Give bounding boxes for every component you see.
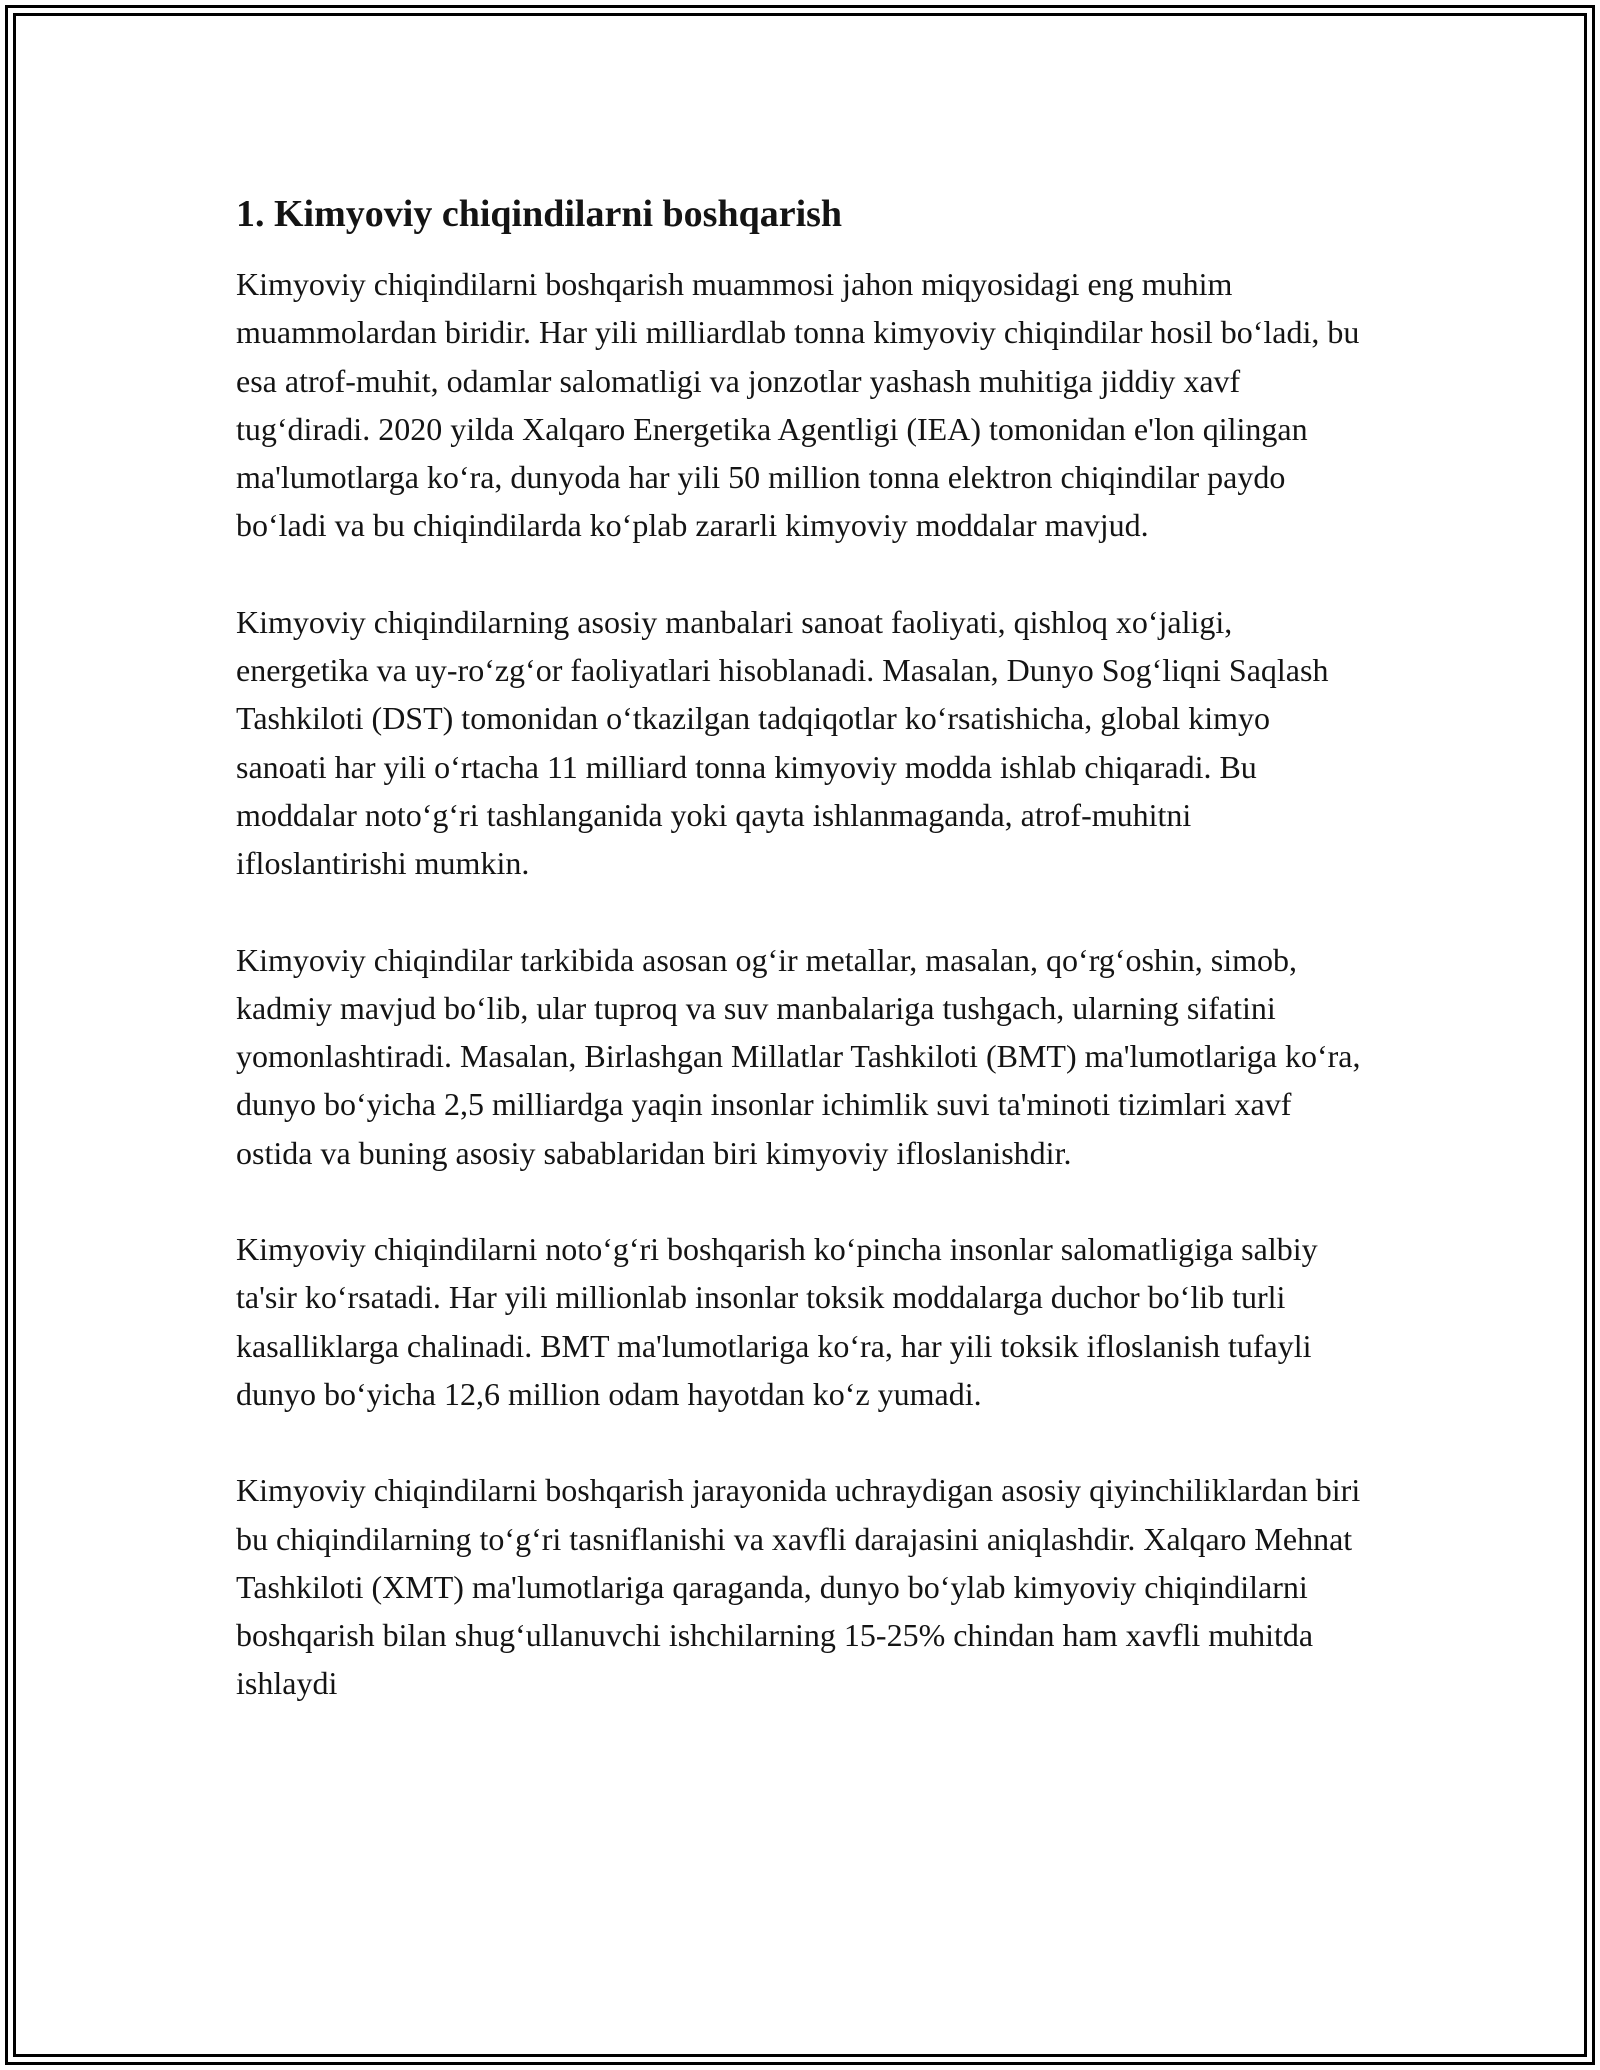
document-body	[236, 188, 1366, 1756]
paragraph-1: Kimyoviy chiqindilarni boshqarish muammosi jahon miqyosidagi eng muhim muammolardan biridir. Har yili milliardlab tonna kimyoviy chiqindilar hosil bo‘ladi, bu esa atrof-muhit, odamlar salomatligi va jonzotlar yashash muhitiga jiddiy xavf tug‘diradi. 2020 yilda Xalqaro Energetika Agentligi (IEA) tomonidan e'lon qilingan ma'lumotlarga ko‘ra, dunyoda har yili 50 million tonna elektron chiqindilar paydo bo‘ladi va bu chiqindilarda ko‘plab zararli kimyoviy moddalar mavjud.	[236, 266, 1360, 544]
paragraph-3: Kimyoviy chiqindilar tarkibida asosan og‘ir metallar, masalan, qo‘rg‘oshin, simob, kadmiy mavjud bo‘lib, ular tuproq va suv manbalariga tushgach, ularning sifatini yomonlashtiradi. Masalan, Birlashgan Millatlar Tashkiloti (BMT) ma'lumotlariga ko‘ra, dunyo bo‘yicha 2,5 milliardga yaqin insonlar ichimlik suvi ta'minoti tizimlari xavf ostida va buning asosiy sabablaridan biri kimyoviy ifloslanishdir.	[236, 941, 1361, 1171]
paragraph-5: Kimyoviy chiqindilarni boshqarish jarayonida uchraydigan asosiy qiyinchiliklardan biri bu chiqindilarning to‘g‘ri tasniflanishi va xavfli darajasini aniqlashdir. Xalqaro Mehnat Tashkiloti (XMT) ma'lumotlariga qaraganda, dunyo bo‘ylab kimyoviy chiqindilarni boshqarish bilan shug‘ullanuvchi ishchilarning 15-25% chindan ham xavfli muhitda ishlaydi	[236, 1472, 1361, 1702]
section-heading: 1. Kimyoviy chiqindilarni boshqarish	[236, 193, 843, 235]
paragraph-4: Kimyoviy chiqindilarni noto‘g‘ri boshqarish ko‘pincha insonlar salomatligiga salbiy ta'sir ko‘rsatadi. Har yili millionlab insonlar toksik moddalarga duchor bo‘lib turli kasalliklarga chalinadi. BMT ma'lumotlariga ko‘ra, har yili toksik ifloslanish tufayli dunyo bo‘yicha 12,6 million odam hayotdan ko‘z yumadi.	[236, 1231, 1318, 1412]
paragraph-2: Kimyoviy chiqindilarning asosiy manbalari sanoat faoliyati, qishloq xo‘jaligi, energetika va uy-ro‘zg‘or faoliyatlari hisoblanadi. Masalan, Dunyo Sog‘liqni Saqlash Tashkiloti (DST) tomonidan o‘tkazilgan tadqiqotlar ko‘rsatishicha, global kimyo sanoati har yili o‘rtacha 11 milliard tonna kimyoviy modda ishlab chiqaradi. Bu moddalar noto‘g‘ri tashlanganida yoki qayta ishlanmaganda, atrof-muhitni ifloslantirishi mumkin.	[236, 603, 1329, 882]
